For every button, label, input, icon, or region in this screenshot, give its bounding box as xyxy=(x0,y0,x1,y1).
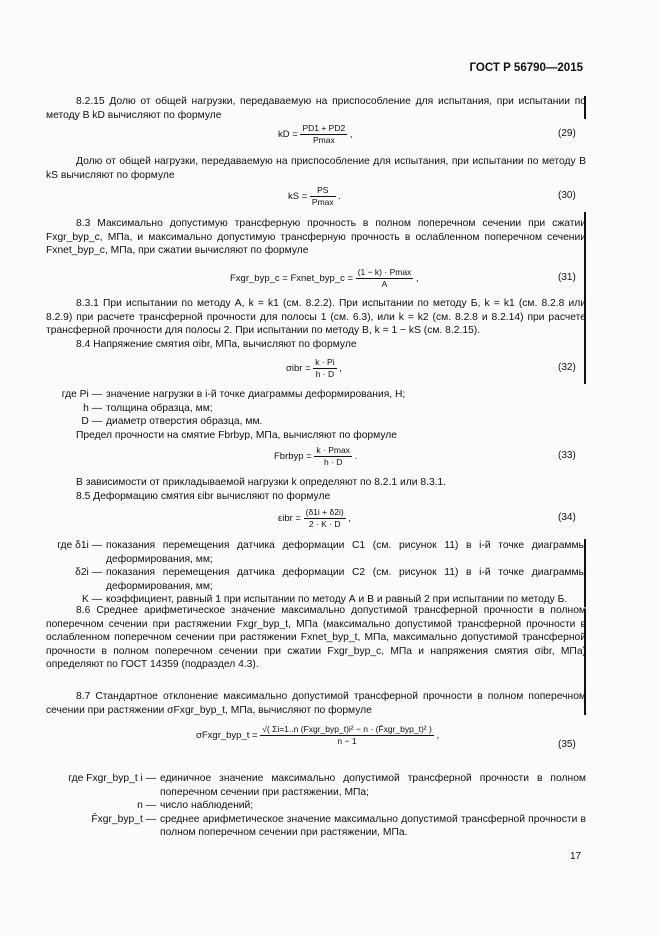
where-item: h — толщина образца, мм; xyxy=(83,402,213,414)
eq30-lhs: kS = xyxy=(288,191,308,203)
eq30-numerator: PS xyxy=(310,185,336,197)
eq29-tail: , xyxy=(349,129,353,141)
eq34-denominator: 2 · K · D xyxy=(308,519,341,529)
eq32-denominator: h · D xyxy=(315,369,335,379)
eq29-denominator: Pmax xyxy=(312,135,335,145)
where-item: n — число наблюдений; xyxy=(137,800,254,812)
eq31-tail: , xyxy=(415,273,419,285)
eq35-numerator: √( Σi=1..n (Fxgr_byp_t)i² − n · (F̄xgr_byp_t)² ) xyxy=(262,724,432,734)
eq33-number: (33) xyxy=(558,450,576,461)
paragraph-8-4: 8.4 Напряжение смятия σibr, МПа, вычисляют по формуле xyxy=(76,339,357,350)
eq35-tail: , xyxy=(436,730,440,742)
paragraph-8-2-15-b: Долю от общей нагрузки, передаваемую на приспособление для испытания, при испытании по методу В kS вычисляют по формуле xyxy=(46,156,586,181)
equation-32 xyxy=(0,357,661,387)
where-item: K — коэффициент, равный 1 при испытании по методу А и В и равный 2 при испытании по методу Б. xyxy=(81,594,568,606)
eq30-number: (30) xyxy=(558,190,576,201)
eq31-lhs: Fxgr_byp_c = Fxnet_byp_c = xyxy=(230,273,354,285)
equation-33 xyxy=(0,445,661,475)
paragraph-8-3: 8.3 Максимально допустимую трансферную прочность в полном поперечном сечении при сжатии Fxgr_byp_c, МПа, и максимально допустимую трансферную прочность в ослабленном поперечном сечении Fxnet_byp_c, МПа, при сжатии вычисляют по формуле xyxy=(46,218,586,257)
where-item: δ2i — показания перемещения датчика деформации С2 (см. рисунок 11) в i-й точке диаграммы деформирования, мм; xyxy=(75,567,586,592)
eq30-denominator: Pmax xyxy=(311,197,334,207)
eq33-lhs: Fbrbyp = xyxy=(274,451,312,463)
eq35-number: (35) xyxy=(558,739,576,750)
eq33-denominator: h · D xyxy=(323,457,343,467)
eq31-numerator: (1 − k) · Pmax xyxy=(357,267,412,277)
eq35-denominator: n − 1 xyxy=(337,736,357,746)
equation-35 xyxy=(0,722,661,762)
eq32-number: (32) xyxy=(558,362,576,373)
where-item: где δ1i — показания перемещения датчика деформации С1 (см. рисунок 11) в i-й точке диаграммы деформирования, мм; xyxy=(57,540,586,565)
eq31-denominator: A xyxy=(381,279,388,289)
eq34-tail: , xyxy=(348,513,351,525)
paragraph-8-3-1: 8.3.1 При испытании по методу А, k = k1 (см. 8.2.2). При испытании по методу Б, k = k1 (см. 8.2.8 или 8.2.9) при расчете трансферной прочности для полосы 1 (см. 6.3), или k = k2 (см. 8.2.8 и 8.2.14) при расчете трансферной прочности для полосы 2. При испытании по методу В, k = 1 − kS (см. 8.2.15). xyxy=(46,298,586,337)
where-list-2 xyxy=(46,539,586,607)
where-item: F̄xgr_byp_t — среднее арифметическое значение максимально допустимой трансферной прочности в полном поперечном сечении при растяжении, МПа. xyxy=(91,813,586,839)
eq34-lhs: εibr = xyxy=(278,513,301,525)
paragraph-8-7: 8.7 Стандартное отклонение максимально допустимой трансферной прочности в полном поперечном сечении при растяжении σFxgr_byp_t, МПа, вычисляют по формуле xyxy=(46,691,586,716)
equation-31 xyxy=(0,267,661,297)
paragraph-bearing-strength: Предел прочности на смятие Fbrbyp, МПа, вычисляют по формуле xyxy=(76,430,398,441)
where-list-3 xyxy=(46,772,586,840)
eq32-lhs: σibr = xyxy=(286,363,311,375)
paragraph-8-5: 8.5 Деформацию смятия εibr вычисляют по формуле xyxy=(76,491,331,502)
eq29-number: (29) xyxy=(558,128,576,139)
eq32-numerator: k · Pi xyxy=(315,357,335,367)
eq29-lhs: kD = xyxy=(278,129,298,141)
eq33-tail: . xyxy=(354,451,358,463)
where-list-1 xyxy=(46,388,586,429)
eq34-number: (34) xyxy=(558,512,576,523)
eq34-numerator: (δ1i + δ2i) xyxy=(305,507,344,517)
eq33-numerator: k · Pmax xyxy=(316,445,350,455)
page-number: 17 xyxy=(570,851,582,862)
equation-30 xyxy=(0,185,661,215)
equation-29 xyxy=(0,123,661,153)
paragraph-load: В зависимости от прикладываемой нагрузки k определяют по 8.2.1 или 8.3.1. xyxy=(76,477,447,488)
document-header: ГОСТ Р 56790—2015 xyxy=(469,62,583,74)
where-item: где Pi — значение нагрузки в i-й точке диаграммы деформирования, Н; xyxy=(61,389,406,400)
where-item: где Fxgr_byp_t i — единичное значение максимально допустимой трансферной прочности в полном поперечном сечении при растяжении, МПа; xyxy=(68,773,586,798)
eq35-lhs: σFxgr_byp_t = xyxy=(196,730,258,742)
eq30-tail: . xyxy=(338,191,341,203)
where-item: D — диаметр отверстия образца, мм. xyxy=(81,416,263,428)
equation-34 xyxy=(0,507,661,537)
eq32-tail: , xyxy=(339,363,342,375)
eq29-numerator: PD1 + PD2 xyxy=(302,123,346,133)
paragraph-8-2-15-a: 8.2.15 Долю от общей нагрузки, передаваемую на приспособление для испытания, при испытании по методу В kD вычисляют по формуле xyxy=(46,96,586,121)
paragraph-8-6: 8.6 Среднее арифметическое значение максимально допустимой трансферной прочности в полном поперечном сечении при растяжении Fxgr_byp_t, МПа (максимально допустимой трансферной прочности в ослабленном поперечном сечении при растяжении Fxnet_byp_t, МПа, максимально допустимой трансферной прочности в полном поперечном сечении при сжатии Fxgr_byp_c, МПа и напряжения смятия σibr, МПа) определяют по ГОСТ 14359 (подраздел 4.3). xyxy=(46,605,586,671)
eq31-number: (31) xyxy=(558,272,576,283)
